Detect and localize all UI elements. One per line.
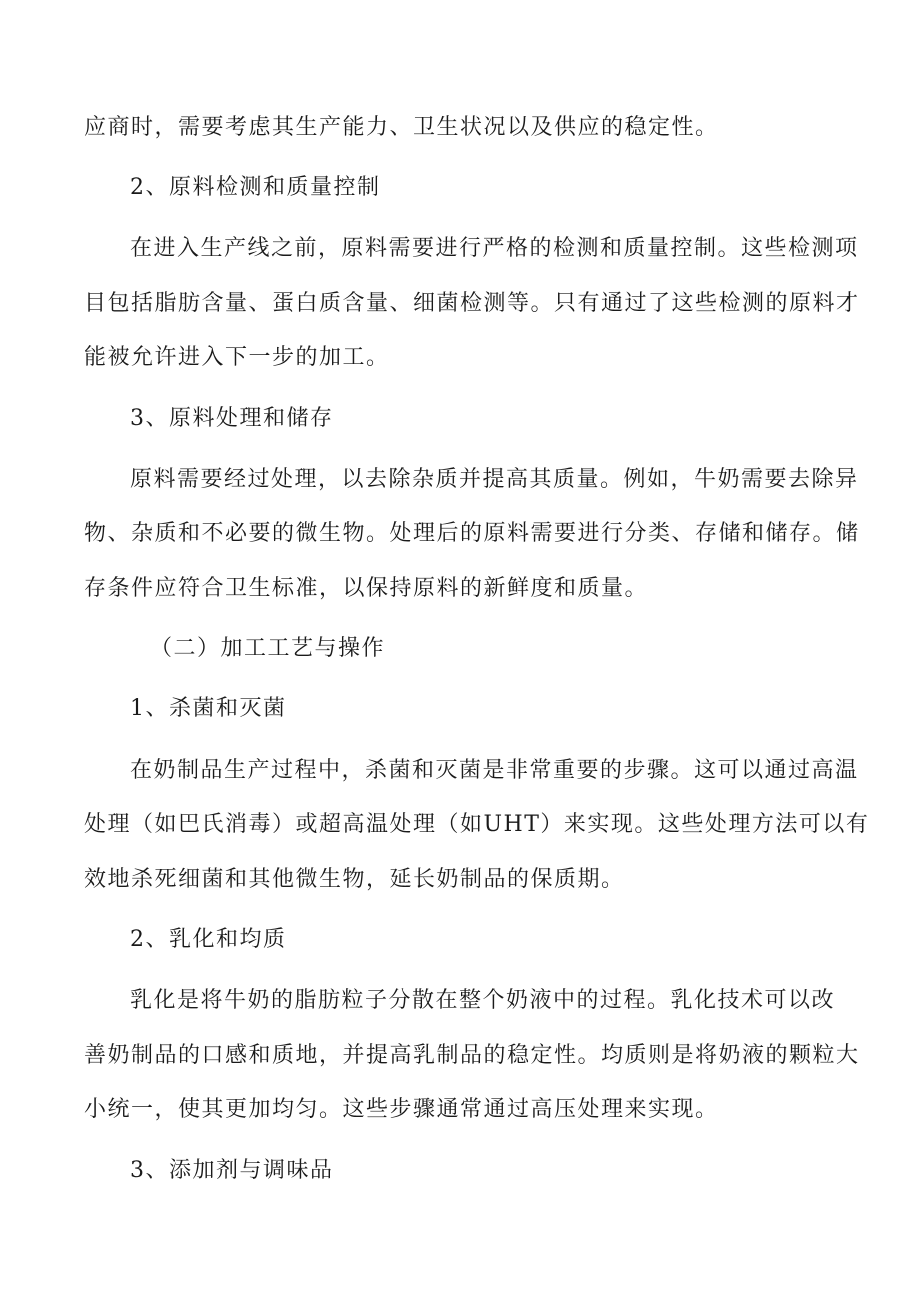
paragraph-line: 效地杀死细菌和其他微生物，延长奶制品的保质期。	[84, 867, 625, 892]
chapter-heading: （二）加工工艺与操作	[150, 636, 386, 661]
section-heading: 1、杀菌和灭菌	[130, 696, 287, 721]
paragraph-line: 原料需要经过处理，以去除杂质并提高其质量。例如，牛奶需要去除异	[130, 467, 859, 492]
paragraph-line: 在奶制品生产过程中，杀菌和灭菌是非常重要的步骤。这可以通过高温	[130, 758, 859, 783]
paragraph-line: 能被允许进入下一步的加工。	[84, 345, 390, 370]
paragraph-line: 处理（如巴氏消毒）或超高温处理（如UHT）来实现。这些处理方法可以有	[84, 812, 870, 837]
paragraph-line: 应商时，需要考虑其生产能力、卫生状况以及供应的稳定性。	[84, 115, 719, 140]
paragraph-line: 善奶制品的口感和质地，并提高乳制品的稳定性。均质则是将奶液的颗粒大	[84, 1043, 860, 1068]
paragraph-line: 存条件应符合卫生标准，以保持原料的新鲜度和质量。	[84, 576, 649, 601]
section-heading: 3、添加剂与调味品	[130, 1158, 334, 1183]
paragraph-line: 物、杂质和不必要的微生物。处理后的原料需要进行分类、存储和储存。储	[84, 521, 860, 546]
paragraph-line: 小统一，使其更加均匀。这些步骤通常通过高压处理来实现。	[84, 1097, 719, 1122]
paragraph-line: 在进入生产线之前，原料需要进行严格的检测和质量控制。这些检测项	[130, 236, 859, 261]
paragraph-line: 乳化是将牛奶的脂肪粒子分散在整个奶液中的过程。乳化技术可以改	[130, 988, 836, 1013]
paragraph-line: 目包括脂肪含量、蛋白质含量、细菌检测等。只有通过了这些检测的原料才	[84, 291, 860, 316]
section-heading: 2、原料检测和质量控制	[130, 175, 381, 200]
section-heading: 3、原料处理和储存	[130, 406, 334, 431]
section-heading: 2、乳化和均质	[130, 927, 287, 952]
